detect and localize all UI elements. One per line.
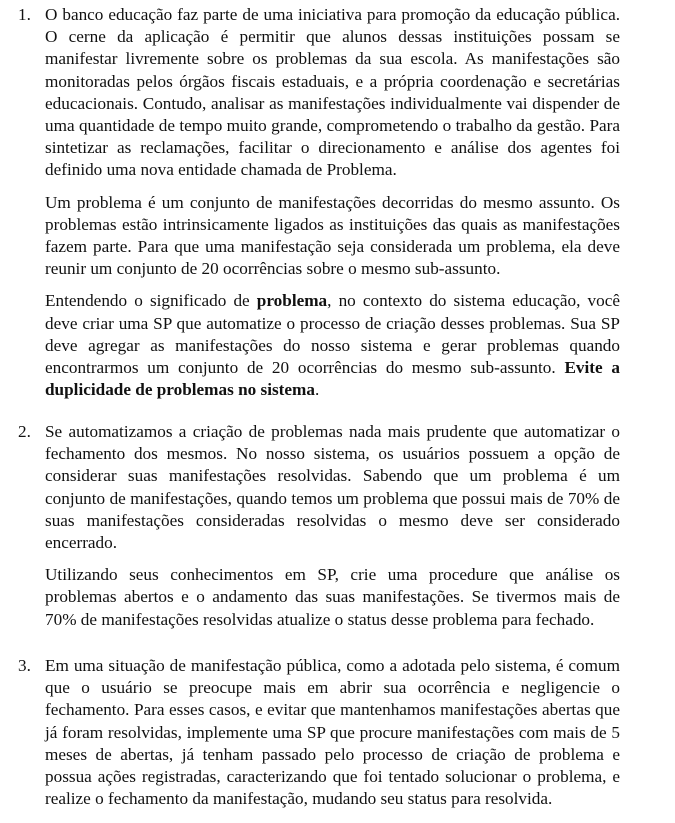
text: .	[314, 380, 320, 400]
item-1-paragraph-1: O banco educação faz parte de uma iniciativa para promoção da educação pública. O cerne da aplicação é permitir que alunos dessas instituições possam se manifestar livremente sobre os problemas da sua escola. As manifestações são monitoradas pelos órgãos fiscais estaduais, e a própria coordenação e secretárias educacionais. Contudo, analisar as manifestações individualmente vai dispender de uma quantidade de tempo muito grande, comprometendo o trabalho da gestão. Para sintetizar as reclamações, facilitar o direcionamento e análise dos agentes foi definido uma nova entidade chamada de Problema.	[45, 5, 620, 180]
bold-text: problema	[256, 291, 328, 311]
item-1-paragraph-3	[45, 290, 620, 401]
text: Entendendo o significado de	[45, 291, 257, 311]
item-number: 1.	[18, 5, 31, 24]
item-number: 2.	[18, 422, 31, 441]
text: , no contexto do sistema educação, você deve criar uma SP que automatize o processo de criação desses problemas. Sua SP deve agregar as manifestações do nosso sistema e gerar problemas quando encontrarmos um conjunto de 20 ocorrências do mesmo sub-assunto.	[45, 291, 620, 378]
bold-text: Evite a duplicidade de problemas no sistema	[45, 358, 620, 400]
list-item-2	[0, 421, 620, 631]
item-2-paragraph-1: Se automatizamos a criação de problemas nada mais prudente que automatizar o fechamento dos mesmos. No nosso sistema, os usuários possuem a opção de considerar suas manifestações resolvidas. Sabendo que um problema é um conjunto de manifestações, quando temos um problema que possui mais de 70% de suas manifestações consideradas resolvidas o mesmo deve ser considerado encerrado.	[45, 422, 620, 553]
list-item-3	[0, 655, 620, 810]
item-3-paragraph-1: Em uma situação de manifestação pública, como a adotada pelo sistema, é comum que o usuário se preocupe mais em abrir sua ocorrência e negligencie o fechamento. Para esses casos, e evitar que mantenhamos manifestações abertas que já foram resolvidas, implemente uma SP que procure manifestações com mais de 5 meses de abertas, já tenham passado pelo processo de criação de problema e possua ações registradas, caracterizando que foi tentado solucionar o problema, e realize o fechamento da manifestação, mudando seu status para resolvida.	[45, 656, 620, 809]
item-1-paragraph-2: Um problema é um conjunto de manifestações decorridas do mesmo assunto. Os problemas estão intrinsicamente ligados as instituições das quais as manifestações fazem parte. Para que uma manifestação seja considerada um problema, ela deve reunir um conjunto de 20 ocorrências sobre o mesmo sub-assunto.	[45, 192, 620, 279]
item-2-paragraph-2: Utilizando seus conhecimentos em SP, crie uma procedure que análise os problemas abertos e o andamento das suas manifestações. Se tivermos mais de 70% de manifestações resolvidas atualize o status desse problema para fechado.	[45, 565, 620, 629]
item-number: 3.	[18, 656, 31, 675]
list-item-1	[0, 4, 620, 401]
